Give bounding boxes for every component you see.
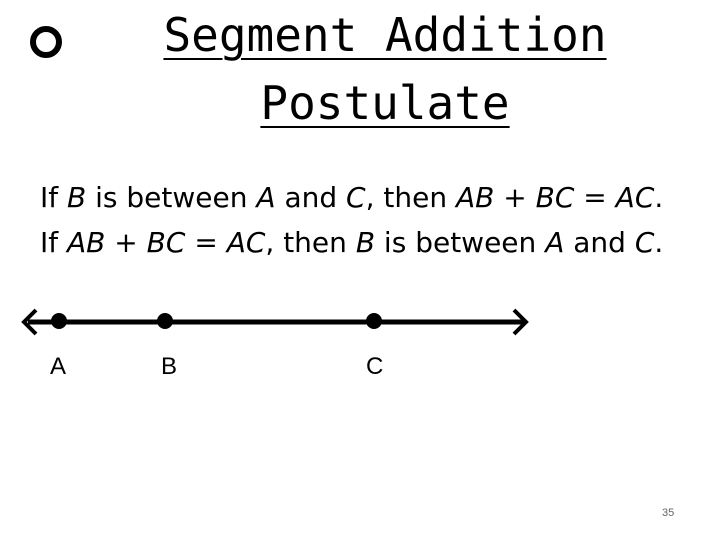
postulate-statement-1: If B is between A and C, then AB + BC = AC. xyxy=(40,181,664,214)
point-b-label: B xyxy=(161,353,178,380)
point-a-label: A xyxy=(50,353,67,380)
postulate-statement-2: If AB + BC = AC, then B is between A and C. xyxy=(40,226,664,259)
slide-number: 35 xyxy=(662,507,675,519)
slide-title-line-2: Postulate xyxy=(260,76,510,130)
point-b-dot xyxy=(157,313,173,329)
point-c-label: C xyxy=(366,353,384,380)
point-a-dot xyxy=(51,313,67,329)
slide-title-line-1: Segment Addition xyxy=(163,8,607,62)
point-c-dot xyxy=(366,313,382,329)
